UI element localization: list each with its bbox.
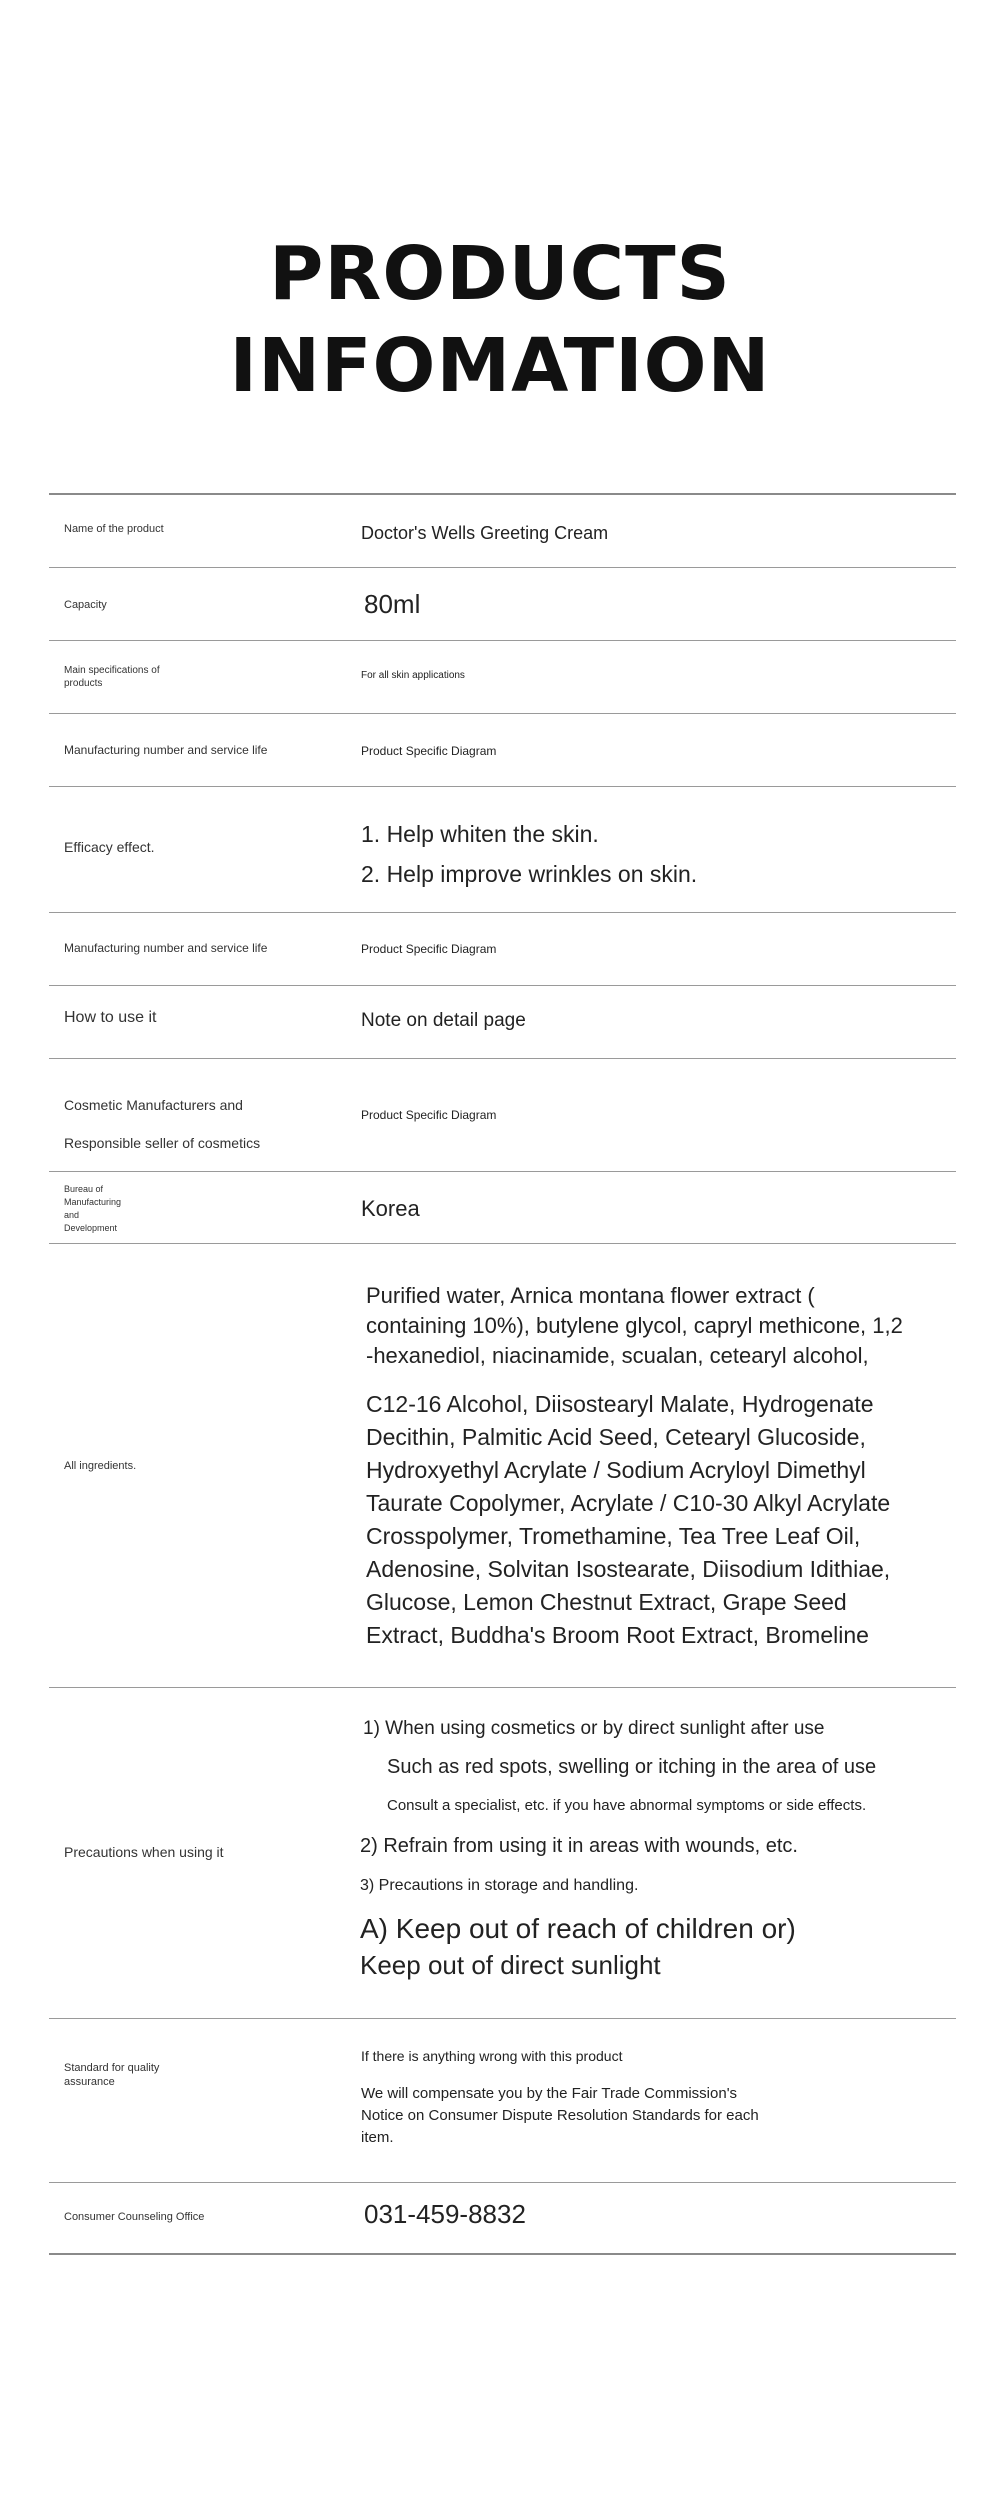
row-divider <box>49 985 956 986</box>
row-divider <box>49 1058 956 1059</box>
how-to-use-value: Note on detail page <box>361 1010 526 1031</box>
ingredients-paragraph-1 <box>366 1281 903 1371</box>
quality-line: Notice on Consumer Dispute Resolution Standards for each <box>361 2107 759 2124</box>
manufacturer-label-line: Responsible seller of cosmetics <box>64 1135 261 1151</box>
precaution-line: A) Keep out of reach of children or) <box>360 1913 796 1944</box>
quality-line: We will compensate you by the Fair Trade Commission's <box>361 2085 738 2102</box>
bureau-label-line: and <box>64 1210 80 1220</box>
product-name-value: Doctor's Wells Greeting Cream <box>361 523 609 543</box>
ingredients-line: Purified water, Arnica montana flower extract ( <box>366 1283 815 1308</box>
row-divider <box>49 2182 956 2183</box>
ingredients-line: Glucose, Lemon Chestnut Extract, Grape Seed <box>366 1589 847 1615</box>
row-divider <box>49 2018 956 2019</box>
ingredients-label: All ingredients. <box>64 1460 137 1472</box>
counseling-label: Consumer Counseling Office <box>64 2211 205 2223</box>
ingredients-line: Hydroxyethyl Acrylate / Sodium Acryloyl Dimethyl <box>366 1457 866 1483</box>
precaution-line: Keep out of direct sunlight <box>360 1950 661 1980</box>
bureau-label-line: Bureau of <box>64 1184 104 1194</box>
ingredients-line: -hexanediol, niacinamide, scualan, cetearyl alcohol, <box>366 1343 869 1368</box>
how-to-use-label: How to use it <box>64 1009 157 1026</box>
title-line-1: PRODUCTS <box>269 231 731 317</box>
manufacturing-number-label: Manufacturing number and service life <box>64 743 268 757</box>
quality-statement <box>361 2083 759 2149</box>
product-name-label: Name of the product <box>64 523 164 535</box>
row-divider <box>49 713 956 714</box>
row-divider <box>49 1243 956 1244</box>
bureau-value: Korea <box>361 1196 420 1221</box>
ingredients-line: Extract, Buddha's Broom Root Extract, Bromeline <box>366 1622 869 1648</box>
row-divider <box>49 640 956 641</box>
manufacturer-label-line: Cosmetic Manufacturers and <box>64 1097 243 1113</box>
quality-label-line: assurance <box>64 2076 115 2088</box>
efficacy-value <box>361 814 697 894</box>
bureau-label <box>64 1183 121 1235</box>
manufacturing-number-value: Product Specific Diagram <box>361 942 497 956</box>
precaution-line: Such as red spots, swelling or itching in the area of use <box>387 1756 877 1778</box>
row-divider <box>49 567 956 568</box>
main-spec-label: Main specifications of products <box>64 665 160 689</box>
precaution-line: 1) When using cosmetics or by direct sunlight after use <box>363 1718 825 1739</box>
ingredients-line: Taurate Copolymer, Acrylate / C10-30 Alkyl Acrylate <box>366 1490 891 1516</box>
precaution-line: 3) Precautions in storage and handling. <box>360 1877 639 1894</box>
ingredients-paragraph-2 <box>366 1388 890 1652</box>
row-divider <box>49 786 956 787</box>
row-divider <box>49 1687 956 1688</box>
quality-line: If there is anything wrong with this product <box>361 2048 623 2064</box>
bureau-label-line: Manufacturing <box>64 1197 122 1207</box>
title-line-2: INFOMATION <box>229 323 771 409</box>
table-top-rule <box>49 493 956 495</box>
manufacturer-value: Product Specific Diagram <box>361 1108 497 1122</box>
counseling-phone: 031-459-8832 <box>364 2199 526 2229</box>
row-divider <box>49 1171 956 1172</box>
manufacturer-label <box>64 1086 260 1162</box>
capacity-value: 80ml <box>364 589 421 619</box>
quality-line: item. <box>361 2129 394 2146</box>
quality-label-line: Standard for quality <box>64 2062 160 2074</box>
efficacy-label: Efficacy effect. <box>64 839 155 855</box>
ingredients-line: Decithin, Palmitic Acid Seed, Cetearyl Glucoside, <box>366 1424 866 1450</box>
manufacturing-number-value: Product Specific Diagram <box>361 744 497 758</box>
ingredients-line: C12-16 Alcohol, Diisostearyl Malate, Hydrogenate <box>366 1391 874 1417</box>
precaution-line: Consult a specialist, etc. if you have abnormal symptoms or side effects. <box>387 1797 867 1814</box>
efficacy-line: 1. Help whiten the skin. <box>361 821 599 847</box>
manufacturing-number-label: Manufacturing number and service life <box>64 941 268 955</box>
table-bottom-rule <box>49 2253 956 2255</box>
main-spec-value: For all skin applications <box>361 670 465 681</box>
precautions-label: Precautions when using it <box>64 1844 224 1860</box>
bureau-label-line: Development <box>64 1223 118 1233</box>
capacity-label: Capacity <box>64 599 107 611</box>
quality-label <box>64 2061 159 2089</box>
ingredients-line: Adenosine, Solvitan Isostearate, Diisodium Idithiae, <box>366 1556 891 1582</box>
efficacy-line: 2. Help improve wrinkles on skin. <box>361 861 698 887</box>
ingredients-line: Crosspolymer, Tromethamine, Tea Tree Leaf Oil, <box>366 1523 861 1549</box>
precaution-line: 2) Refrain from using it in areas with wounds, etc. <box>360 1835 798 1857</box>
ingredients-line: containing 10%), butylene glycol, capryl methicone, 1,2 <box>366 1313 903 1338</box>
page-title <box>0 228 1000 412</box>
row-divider <box>49 912 956 913</box>
